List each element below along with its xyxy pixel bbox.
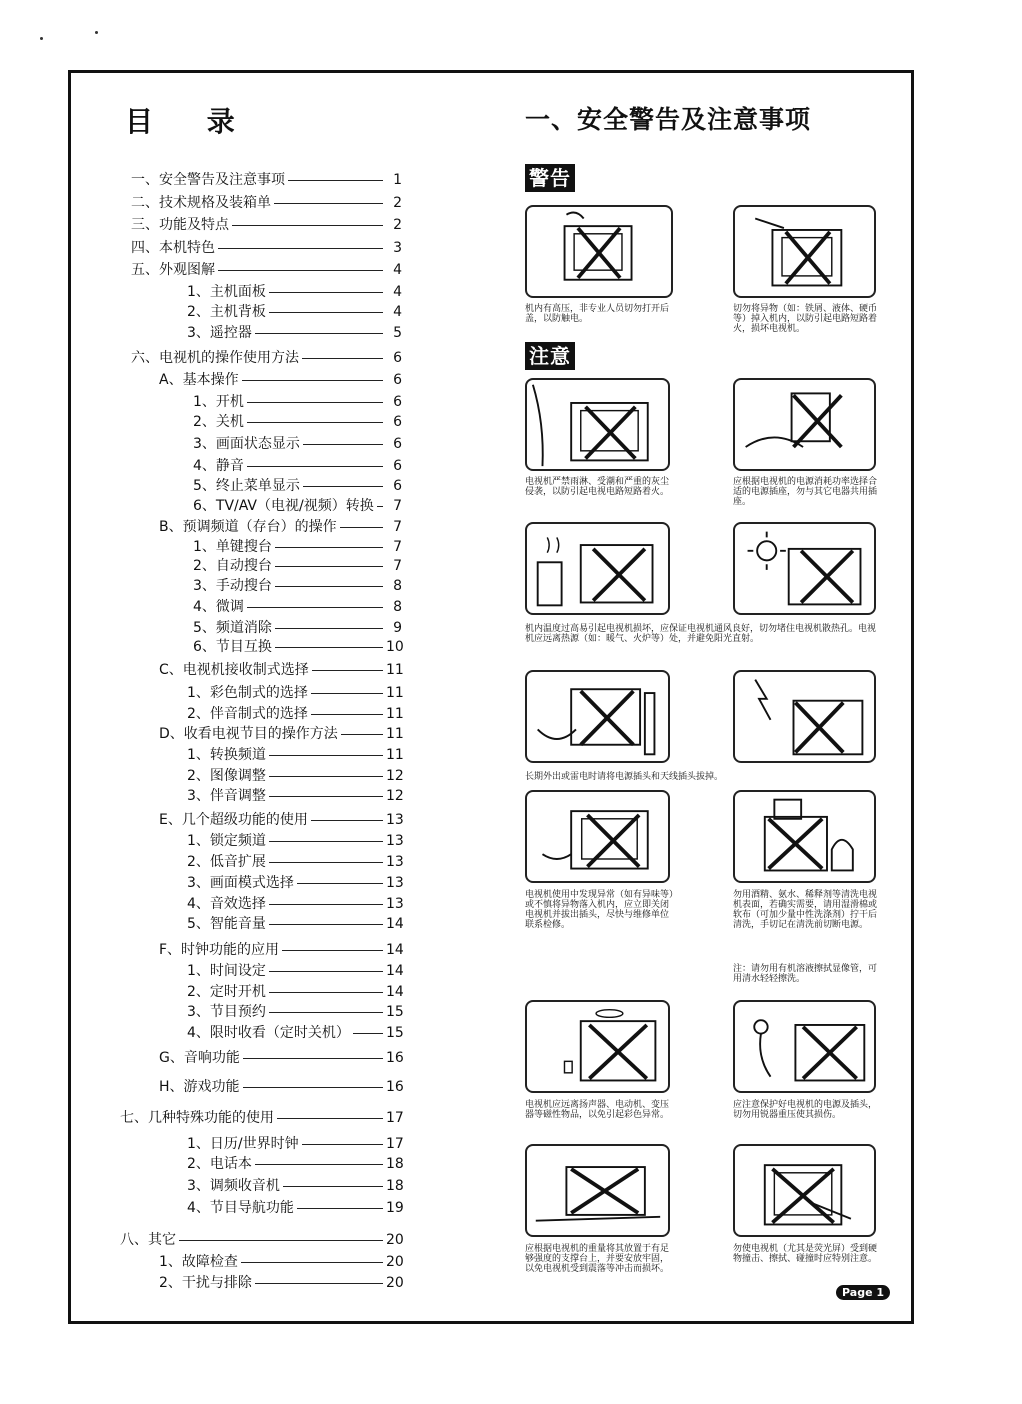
toc-entry [131,170,402,190]
toc-entry-label: 三、功能及特点 [131,217,229,233]
toc-entry [193,456,402,476]
toc-entry-page: 17 [386,1110,404,1126]
toc-entry [187,852,402,872]
toc-entry [187,302,402,322]
toc-entry-label: D、收看电视节目的操作方法 [159,726,338,742]
toc-leader-line [311,714,383,715]
toc-entry-page: 1 [393,172,402,188]
toc-entry-page: 8 [393,578,402,594]
toc-entry-page: 8 [393,599,402,615]
toc-leader-line [275,628,383,629]
toc-entry-page: 18 [386,1156,404,1172]
toc-entry-page: 14 [386,916,404,932]
toc-leader-line [353,1033,383,1034]
toc-entry-label: 1、单键搜台 [193,539,272,555]
toc-entry-label: 4、微调 [193,599,244,615]
toc-entry-label: 1、锁定频道 [187,833,266,849]
toc-entry-page: 13 [386,875,404,891]
toc-entry-label: B、预调频道（存台）的操作 [159,519,337,535]
toc-entry [187,1154,402,1174]
toc-entry-label: 3、节目预约 [187,1004,266,1020]
toc-leader-line [269,292,383,293]
toc-entry-page: 12 [386,788,404,804]
toc-entry [193,412,402,432]
toc-entry [187,683,402,703]
toc-leader-line [311,693,383,694]
toc-entry-page: 7 [393,519,402,535]
toc-entry [131,193,402,213]
toc-entry-page: 6 [393,458,402,474]
toc-entry-label: 6、TV/AV（电视/视频）转换 [193,498,374,514]
toc-leader-line [179,1240,383,1241]
toc-entry-page: 14 [386,963,404,979]
toc-entry-label: 1、主机面板 [187,284,266,300]
toc-entry-label: 2、图像调整 [187,768,266,784]
illustration-power-socket [733,378,876,471]
toc-entry [187,1176,402,1196]
scan-speck [95,31,98,34]
caption-cleaning: 勿用酒精、氨水、稀释剂等清洗电视机表面，若确实需要，请用湿滑棉或软布（可加少量中性洗涤剂）拧干后清洗，手切记在清洗前切断电源。 [733,890,878,930]
toc-entry [193,576,402,596]
toc-entry-page: 20 [386,1232,404,1248]
toc-leader-line [242,380,383,381]
toc-entry-page: 20 [386,1275,404,1291]
toc-entry-label: 5、终止菜单显示 [193,478,300,494]
toc-entry [187,1134,402,1154]
toc-leader-line [269,992,383,993]
toc-leader-line [282,950,383,951]
toc-entry-page: 11 [386,685,404,701]
toc-entry-page: 11 [386,662,404,678]
toc-entry-page: 6 [393,350,402,366]
toc-entry-label: 1、转换频道 [187,747,266,763]
toc-entry-label: 2、干扰与排除 [159,1275,252,1291]
toc-leader-line [269,862,383,863]
toc-entry-page: 6 [393,436,402,452]
toc-leader-line [303,486,383,487]
toc-entry-page: 13 [386,854,404,870]
toc-entry-label: 3、画面状态显示 [193,436,300,452]
toc-entry-label: C、电视机接收制式选择 [159,662,309,678]
toc-leader-line [218,270,383,271]
page-number-badge: Page 1 [836,1285,890,1300]
illustration-foreign-objects [733,205,876,298]
toc-entry [193,597,402,617]
toc-entry-label: G、音响功能 [159,1050,240,1066]
toc-entry-label: 3、画面模式选择 [187,875,294,891]
toc-leader-line [255,1283,383,1284]
toc-entry-label: 4、节目导航功能 [187,1200,294,1216]
toc-entry-label: 1、故障检查 [159,1254,238,1270]
caption-screen-impact: 勿使电视机（尤其是荧光屏）受到硬物撞击、擦拭、碰撞时应特别注意。 [733,1244,878,1264]
toc-entry [187,1198,402,1218]
toc-entry-label: 2、关机 [193,414,244,430]
toc-leader-line [277,1118,383,1119]
toc-leader-line [255,1164,383,1165]
toc-entry-label: 4、静音 [193,458,244,474]
toc-leader-line [274,203,383,204]
toc-leader-line [377,506,383,507]
toc-entry-label: 3、调频收音机 [187,1178,280,1194]
toc-entry-label: 3、伴音调整 [187,788,266,804]
illustration-stable-stand [525,1144,670,1237]
toc-entry [131,348,402,368]
toc-entry [193,556,402,576]
toc-leader-line [269,755,383,756]
toc-entry-page: 6 [393,414,402,430]
toc-leader-line [243,1087,383,1088]
illustration-abnormal-smell [525,790,670,883]
toc-entry-label: 4、限时收看（定时关机） [187,1025,350,1041]
toc-entry [187,982,402,1002]
toc-leader-line [275,566,383,567]
toc-entry-page: 6 [393,394,402,410]
toc-entry-label: 五、外观图解 [131,262,215,278]
toc-entry [159,517,402,537]
toc-entry-page: 4 [393,284,402,300]
toc-entry-page: 9 [393,620,402,636]
toc-entry-label: 2、定时开机 [187,984,266,1000]
toc-entry-label: 二、技术规格及装箱单 [131,195,271,211]
toc-entry-page: 14 [386,984,404,1000]
toc-leader-line [241,1262,383,1263]
toc-leader-line [269,1012,383,1013]
toc-entry-page: 16 [386,1050,404,1066]
toc-leader-line [311,820,383,821]
toc-entry [159,940,402,960]
toc-leader-line [302,358,383,359]
caption-cleaning-note: 注：请勿用有机溶液擦拭显像管，可用清水轻轻擦洗。 [733,964,878,984]
toc-entry-label: 6、节目互换 [193,639,272,655]
illustration-tv-back-cover [525,205,673,298]
toc-entry-page: 18 [386,1178,404,1194]
toc-entry-page: 12 [386,768,404,784]
toc-entry-label: 2、主机背板 [187,304,266,320]
toc-entry-label: 1、彩色制式的选择 [187,685,308,701]
toc-entry-page: 13 [386,833,404,849]
toc-entry [193,476,402,496]
toc-entry-page: 14 [386,942,404,958]
toc-leader-line [297,883,383,884]
toc-entry-label: A、基本操作 [159,372,239,388]
toc-entry [120,1230,402,1250]
illustration-lightning-antenna [733,670,876,763]
toc-entry [187,323,402,343]
toc-entry [120,1108,402,1128]
toc-entry-label: 1、日历/世界时钟 [187,1136,299,1152]
toc-entry-page: 2 [393,217,402,233]
toc-leader-line [255,333,383,334]
toc-entry-label: 5、频道消除 [193,620,272,636]
section-title: 一、安全警告及注意事项 [525,105,812,134]
caption-ventilation: 机内温度过高易引起电视机损坏，应保证电视机通风良好，切勿堵住电视机散热孔。电视机应远离热源（如：暖气、火炉等）处，并避免阳光直射。 [525,624,877,644]
toc-leader-line [247,402,383,403]
toc-entry [187,786,402,806]
caption-unplug: 长期外出或雷电时请将电源插头和天线插头拔掉。 [525,772,724,782]
toc-entry-page: 6 [393,372,402,388]
toc-leader-line [269,971,383,972]
toc-entry-page: 7 [393,558,402,574]
toc-entry-page: 7 [393,539,402,555]
caption-stable: 应根据电视机的重量将其放置于有足够强度的支撑台上，并要安放牢固，以免电视机受到震落等冲击而损坏。 [525,1244,670,1274]
caption-power-socket: 应根据电视机的电源消耗功率选择合适的电源插座，勿与其它电器共用插座。 [733,477,878,507]
toc-leader-line [218,248,383,249]
toc-entry [193,496,402,516]
toc-entry-page: 13 [386,812,404,828]
toc-entry-page: 4 [393,262,402,278]
toc-entry-label: 1、开机 [193,394,244,410]
toc-entry [159,724,402,744]
toc-entry-page: 7 [393,498,402,514]
toc-entry [193,537,402,557]
toc-entry-page: 11 [386,726,404,742]
toc-leader-line [269,796,383,797]
toc-entry-label: 2、低音扩展 [187,854,266,870]
toc-entry [187,1023,402,1043]
toc-entry-label: 八、其它 [120,1232,176,1248]
toc-entry-page: 10 [386,639,404,655]
toc-entry [159,1273,402,1293]
toc-entry [187,831,402,851]
toc-entry [187,873,402,893]
toc-entry-page: 3 [393,240,402,256]
toc-leader-line [275,586,383,587]
toc-leader-line [302,1144,383,1145]
toc-entry [159,370,402,390]
toc-leader-line [275,547,383,548]
toc-entry-page: 6 [393,478,402,494]
illustration-unplug-power [525,670,670,763]
toc-leader-line [340,527,383,528]
toc-entry-label: 四、本机特色 [131,240,215,256]
toc-entry [131,260,402,280]
toc-entry-page: 15 [386,1025,404,1041]
caption-moisture: 电视机严禁雨淋、受潮和严重的灰尘侵袭，以防引起电视电路短路着火。 [525,477,670,497]
toc-leader-line [269,841,383,842]
toc-entry [187,766,402,786]
caption-foreign-objects: 切勿将异物（如：铁屑、液体、硬币等）掉入机内，以防引起电路短路着火，损坏电视机。 [733,304,878,334]
warning-tag: 警告 [525,164,575,192]
toc-entry-page: 11 [386,747,404,763]
toc-entry-label: 3、遥控器 [187,325,252,341]
illustration-cleaning [733,790,876,883]
toc-leader-line [269,924,383,925]
illustration-power-cord [733,1000,876,1093]
toc-entry-label: 4、音效选择 [187,896,266,912]
toc-entry-label: 2、自动搜台 [193,558,272,574]
toc-entry [159,660,402,680]
toc-entry-page: 11 [386,706,404,722]
toc-entry-label: H、游戏功能 [159,1079,240,1095]
toc-leader-line [275,647,383,648]
toc-entry [187,704,402,724]
toc-leader-line [269,776,383,777]
illustration-sunlight [733,522,876,615]
toc-entry [159,1252,402,1272]
toc-entry [193,637,402,657]
toc-entry-label: 1、时间设定 [187,963,266,979]
toc-entry-label: 5、智能音量 [187,916,266,932]
caption-magnetic: 电视机应远离扬声器、电动机、变压器等磁性物品，以免引起彩色异常。 [525,1100,670,1120]
toc-leader-line [269,904,383,905]
toc-entry [131,238,402,258]
toc-entry [159,1048,402,1068]
toc-entry-page: 5 [393,325,402,341]
toc-entry-label: 一、安全警告及注意事项 [131,172,285,188]
toc-entry [187,914,402,934]
toc-entry-page: 15 [386,1004,404,1020]
toc-entry-label: E、几个超级功能的使用 [159,812,308,828]
toc-entry-label: 六、电视机的操作使用方法 [131,350,299,366]
toc-leader-line [283,1186,383,1187]
toc-entry-page: 4 [393,304,402,320]
toc-entry-label: 2、伴音制式的选择 [187,706,308,722]
toc-leader-line [312,670,383,671]
toc-entry-page: 16 [386,1079,404,1095]
toc-leader-line [243,1058,383,1059]
toc-entry-label: 3、手动搜台 [193,578,272,594]
toc-leader-line [247,466,383,467]
toc-entry [187,894,402,914]
toc-leader-line [341,734,383,735]
illustration-heat-source [525,522,670,615]
caption-power-cord: 应注意保护好电视机的电源及插头，切勿用锐器重压使其损伤。 [733,1100,878,1120]
toc-title: 目 录 [125,105,257,138]
toc-entry [187,745,402,765]
illustration-screen-impact [733,1144,876,1237]
toc-entry-label: 七、几种特殊功能的使用 [120,1110,274,1126]
toc-entry-label: F、时钟功能的应用 [159,942,280,958]
toc-entry [187,1002,402,1022]
toc-entry-page: 13 [386,896,404,912]
toc-entry [193,434,402,454]
toc-entry [159,1077,402,1097]
toc-entry [187,961,402,981]
toc-leader-line [288,180,383,181]
scan-speck [40,37,43,40]
toc-leader-line [247,607,383,608]
toc-entry-page: 19 [386,1200,404,1216]
toc-entry [159,810,402,830]
toc-entry [131,215,402,235]
toc-entry [193,392,402,412]
illustration-magnetic-objects [525,1000,670,1093]
illustration-rain-moisture [525,378,670,471]
toc-leader-line [269,312,383,313]
toc-entry [193,618,402,638]
toc-entry-page: 2 [393,195,402,211]
toc-leader-line [232,225,383,226]
toc-entry-label: 2、电话本 [187,1156,252,1172]
toc-leader-line [303,444,383,445]
toc-entry [187,282,402,302]
toc-entry-page: 20 [386,1254,404,1270]
caption-abnormal: 电视机使用中发现异常（如有异味等）或不慎将异物落入机内，应立即关闭电视机并拔出插头，尽快与维修单位联系检修。 [525,890,674,930]
toc-leader-line [297,1208,383,1209]
toc-leader-line [247,422,383,423]
toc-entry-page: 17 [386,1136,404,1152]
caption-high-voltage: 机内有高压，非专业人员切勿打开后盖，以防触电。 [525,304,670,324]
caution-tag: 注意 [525,342,575,370]
